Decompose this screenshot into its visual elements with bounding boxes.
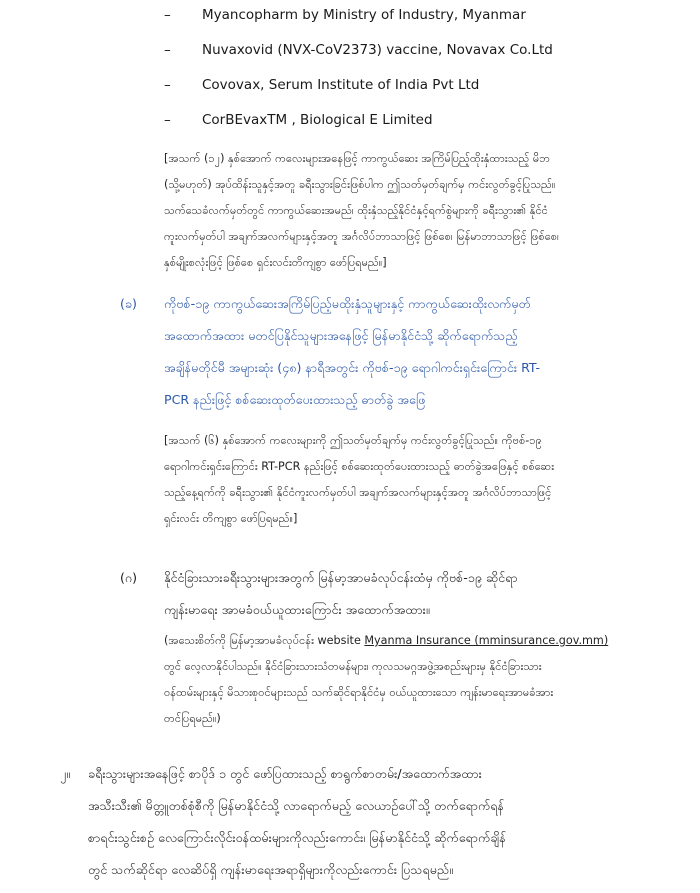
note-line: ရှင်းလင်း တိကျစွာ ဖော်ပြရမည်။] — [164, 512, 298, 525]
item-b-pcr-requirement — [120, 288, 540, 416]
list-item — [164, 5, 526, 25]
note-under-age-12 — [164, 146, 559, 276]
item-number: (ဂ) — [120, 570, 138, 585]
vaccine-name: Covovax, Serum Institute of India Pvt Ltd — [202, 77, 480, 93]
item-line: အချိန်မတိုင်မီ အများဆုံး (၄၈) နာရီအတွင်း ကိုဗစ်-၁၉ ရောဂါကင်းရှင်းကြောင်း RT- — [164, 360, 540, 375]
note-line: ဝန်ထမ်းများနှင့် မိသားစုဝင်များသည် သက်ဆိုင်ရာနိုင်ငံမှ ဝယ်ယူထားသော ကျန်းမာရေးအာမခံအား — [164, 686, 554, 699]
note-line: တွင် လေ့လာနိုင်ပါသည်။ နိုင်ငံခြားသားသံတမန်များ၊ ကုလသမဂ္ဂအဖွဲ့အစည်းများမှ နိုင်ငံခြားသား — [164, 660, 542, 673]
item-number: (ခ) — [120, 296, 137, 311]
list-item — [164, 110, 433, 130]
item-line: အထောက်အထား မတင်ပြနိုင်သူများအနေဖြင့် မြန်မာနိုင်ငံသို့ ဆိုက်ရောက်သည့် — [164, 328, 518, 343]
note-under-age-6 — [164, 428, 554, 532]
list-item — [164, 40, 553, 60]
insurance-website-link[interactable]: Myanma Insurance (mminsurance.gov.mm) — [364, 634, 609, 647]
paragraph-line: အသီးသီး၏ မိတ္တူတစ်စုံစီကို မြန်မာနိုင်ငံသို့ လာရောက်မည့် လေယာဉ်ပေါ်သို့ တက်ရောက်ရန် — [88, 798, 505, 813]
list-dash: – — [164, 7, 171, 23]
note-line: တင်ပြရမည်။) — [164, 712, 221, 725]
item-line: ကိုဗစ်-၁၉ ကာကွယ်ဆေးအကြိမ်ပြည့်မထိုးနှံသူများနှင့် ကာကွယ်ဆေးထိုးလက်မှတ် — [164, 296, 531, 311]
item-line: ကျန်းမာရေး အာမခံဝယ်ယူထားကြောင်း အထောက်အထား။ — [164, 602, 430, 617]
note-line: ကူးလက်မှတ်ပါ အချက်အလက်များနှင့်အတူ အင်္ဂလိပ်ဘာသာဖြင့် ဖြစ်စေ၊ မြန်မာဘာသာဖြင့် ဖြစ်စေ၊ — [164, 230, 559, 243]
note-insurance-details — [164, 628, 608, 732]
note-line-prefix: (အသေးစိတ်ကို မြန်မာ့အာမခံလုပ်ငန်း website — [164, 634, 365, 647]
list-item — [164, 75, 479, 95]
item-line: PCR နည်းဖြင့် စစ်ဆေးထုတ်ပေးထားသည့် ဓာတ်ခွဲ အဖြေ — [164, 392, 426, 407]
note-line — [164, 628, 608, 654]
vaccine-name: Nuvaxovid (NVX-CoV2373) vaccine, Novavax Co.Ltd — [202, 42, 553, 58]
paragraph-2 — [60, 758, 678, 886]
item-line: နိုင်ငံခြားသားခရီးသွားများအတွက် မြန်မာ့အာမခံလုပ်ငန်းထံမှ ကိုဗစ်-၁၉ ဆိုင်ရာ — [164, 570, 518, 585]
list-dash: – — [164, 77, 171, 93]
note-line: (သို့မဟုတ်) အုပ်ထိန်းသူနှင့်အတူ ခရီးသွားခြင်းဖြစ်ပါက ဤသတ်မှတ်ချက်မှ ကင်းလွတ်ခွင့်ပြုသည်။ — [164, 178, 556, 191]
vaccine-name: Myancopharm by Ministry of Industry, Myanmar — [202, 7, 526, 23]
paragraph-line: တွင် သက်ဆိုင်ရာ လေဆိပ်ရှိ ကျန်းမာရေးအရာရှိများကိုလည်းကောင်း ပြသရမည်။ — [88, 862, 453, 877]
note-line: [အသက် (၆) နှစ်အောက် ကလေးများကို ဤသတ်မှတ်ချက်မှ ကင်းလွတ်ခွင့်ပြုသည်။ ကိုဗစ်-၁၉ — [164, 434, 542, 447]
note-line: [အသက် (၁၂) နှစ်အောက် ကလေးများအနေဖြင့် ကာကွယ်ဆေး အကြိမ်ပြည့်ထိုးနှံထားသည့် မိဘ — [164, 152, 551, 165]
note-line: သည့်နေ့ရက်ကို ခရီးသွား၏ နိုင်ငံကူးလက်မှတ်ပါ အချက်အလက်များနှင့်အတူ အင်္ဂလိပ်ဘာသာဖြင့် — [164, 486, 552, 499]
note-line: ရောဂါကင်းရှင်းကြောင်း RT-PCR နည်းဖြင့် စစ်ဆေးထုတ်ပေးထားသည့် ဓာတ်ခွဲအဖြေနှင့် စစ်ဆေး — [164, 460, 555, 473]
paragraph-line: ခရီးသွားများအနေဖြင့် စာပိုဒ် ၁ တွင် ဖော်ပြထားသည့် စာရွက်စာတမ်း/အထောက်အထား — [88, 766, 482, 781]
paragraph-number: ၂။ — [60, 766, 70, 781]
paragraph-line: စာရင်းသွင်းစဉ် လေကြောင်းလိုင်းဝန်ထမ်းများကိုလည်းကောင်း၊ မြန်မာနိုင်ငံသို့ ဆိုက်ရောက်ချိန် — [88, 830, 506, 845]
note-line: သက်သေခံလက်မှတ်တွင် ကာကွယ်ဆေးအမည်၊ ထိုးနှံသည့်နိုင်ငံနှင့်ရက်စွဲများကို ခရီးသွား၏ နိုင်ငံ — [164, 204, 548, 217]
list-dash: – — [164, 112, 171, 128]
list-dash: – — [164, 42, 171, 58]
item-c-insurance-requirement — [120, 562, 518, 626]
note-line: နှစ်မျိုးစလုံးဖြင့် ဖြစ်စေ ရှင်းလင်းတိကျစွာ ဖော်ပြရမည်။] — [164, 256, 387, 269]
vaccine-name: CorBEvaxTM , Biological E Limited — [202, 112, 433, 128]
